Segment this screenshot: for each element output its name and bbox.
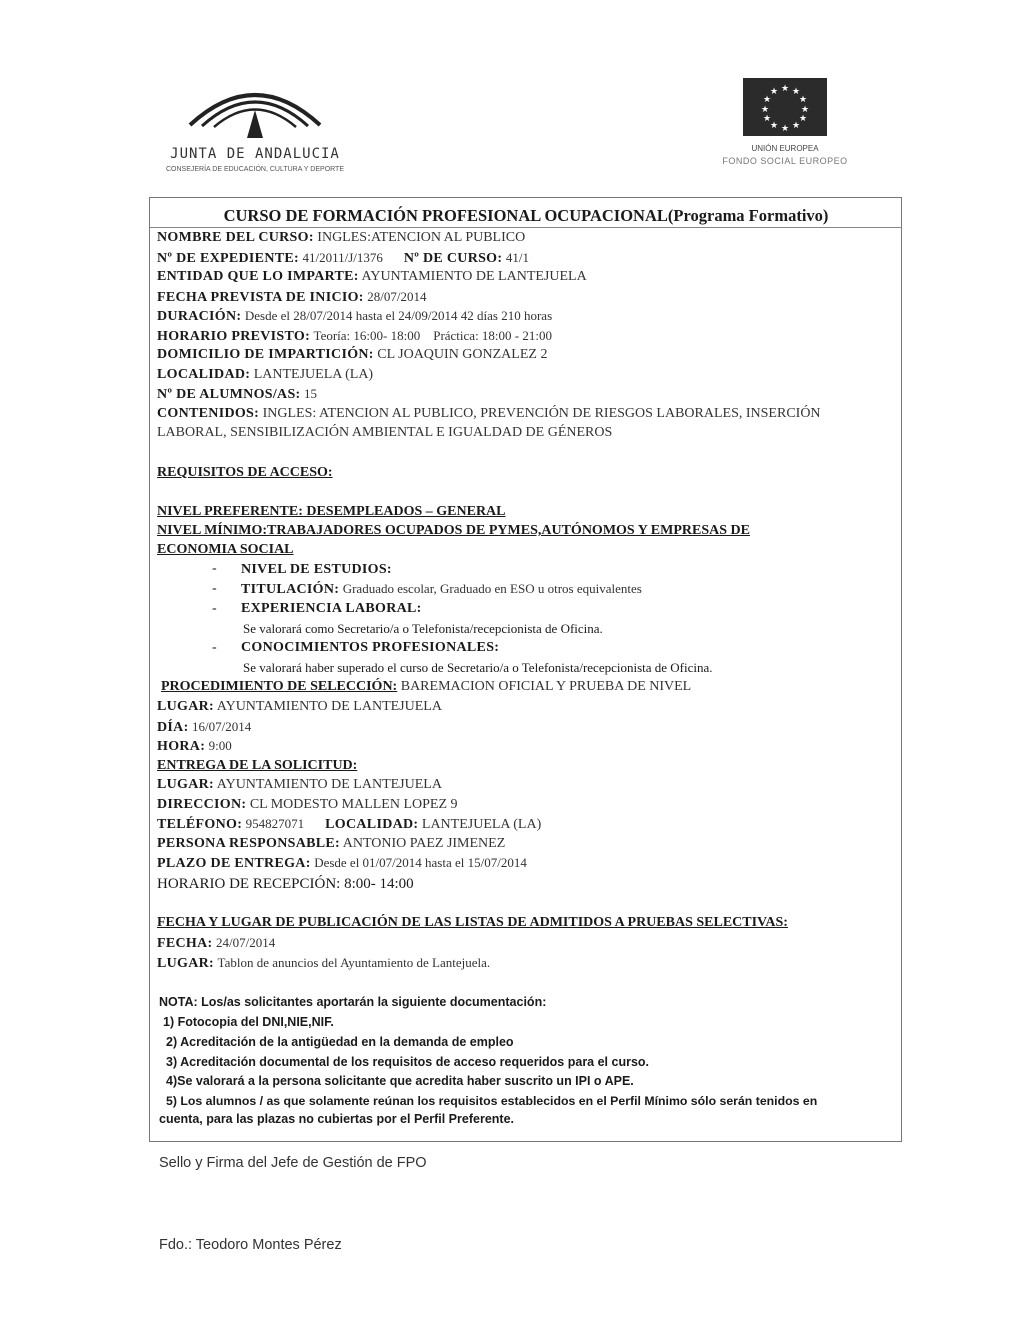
requisitos-heading: REQUISITOS DE ACCESO: bbox=[157, 465, 333, 480]
entidad-value: AYUNTAMIENTO DE LANTEJUELA bbox=[361, 269, 587, 284]
persona-value: ANTONIO PAEZ JIMENEZ bbox=[342, 836, 506, 851]
dia-value: 16/07/2014 bbox=[192, 719, 252, 734]
svg-text:★: ★ bbox=[760, 105, 770, 115]
nombre-row bbox=[157, 229, 525, 247]
expediente-label: Nº DE EXPEDIENTE: bbox=[157, 251, 299, 266]
procedimiento-row bbox=[161, 678, 691, 696]
junta-andalucia-logo bbox=[150, 70, 360, 180]
plazo-row bbox=[157, 854, 527, 873]
alumnos-row bbox=[157, 385, 317, 404]
duracion-label: DURACIÓN: bbox=[157, 309, 242, 324]
lugar-publicacion-row bbox=[157, 954, 490, 973]
lugar-value: AYUNTAMIENTO DE LANTEJUELA bbox=[216, 699, 442, 714]
duracion-row bbox=[157, 307, 552, 326]
fecha-publicacion-row bbox=[157, 934, 275, 953]
lugar-publicacion-label: LUGAR: bbox=[157, 956, 215, 971]
estudios-label: NIVEL DE ESTUDIOS: bbox=[241, 562, 392, 577]
curso-label: Nº DE CURSO: bbox=[403, 251, 503, 266]
consejeria-name: CONSEJERÍA DE EDUCACIÓN, CULTURA Y DEPORTE bbox=[165, 166, 345, 173]
dia-label: DÍA: bbox=[157, 720, 189, 735]
nota-intro: Los/as solicitantes aportarán la siguiente documentación: bbox=[201, 995, 547, 1009]
fecha-inicio-row bbox=[157, 288, 427, 307]
contenidos-row-2 bbox=[157, 424, 612, 442]
entrega-heading: ENTREGA DE LA SOLICITUD: bbox=[157, 758, 358, 773]
form-title: CURSO DE FORMACIÓN PROFESIONAL OCUPACIONAL(Programa Formativo) bbox=[150, 206, 902, 228]
junta-andalucia-name: JUNTA DE ANDALUCIA bbox=[170, 146, 340, 162]
bullet-dash: - bbox=[212, 561, 217, 576]
nivel-minimo-1: NIVEL MÍNIMO:TRABAJADORES OCUPADOS DE PYMES,AUTÓNOMOS Y EMPRESAS DE bbox=[157, 523, 750, 538]
dia-row bbox=[157, 718, 251, 737]
eu-flag-logo bbox=[743, 78, 827, 136]
svg-text:★: ★ bbox=[762, 95, 772, 105]
titulacion-label: TITULACIÓN: bbox=[241, 582, 340, 597]
domicilio-label: DOMICILIO DE IMPARTICIÓN: bbox=[157, 347, 374, 362]
svg-text:★: ★ bbox=[769, 121, 779, 131]
localidad-label: LOCALIDAD: bbox=[157, 367, 251, 382]
conocimientos-label: CONOCIMIENTOS PROFESIONALES: bbox=[241, 640, 500, 655]
telefono-label: TELÉFONO: bbox=[157, 817, 243, 832]
direccion-label: DIRECCION: bbox=[157, 797, 247, 812]
nivel-preferente: NIVEL PREFERENTE: DESEMPLEADOS – GENERAL bbox=[157, 504, 506, 519]
telefono-row bbox=[157, 815, 541, 834]
expediente-value: 41/2011/J/1376 bbox=[302, 250, 383, 265]
localidad-row bbox=[157, 366, 373, 384]
bullet-dash: - bbox=[212, 640, 217, 655]
nota-item: 1) Fotocopia del DNI,NIE,NIF. bbox=[163, 1015, 334, 1029]
persona-label: PERSONA RESPONSABLE: bbox=[157, 836, 340, 851]
hora-value: 9:00 bbox=[208, 738, 232, 753]
contenidos-label: CONTENIDOS: bbox=[157, 406, 260, 421]
plazo-label: PLAZO DE ENTREGA: bbox=[157, 856, 311, 871]
procedimiento-label: PROCEDIMIENTO DE SELECCIÓN: bbox=[161, 679, 398, 694]
contenidos-value-1: INGLES: ATENCION AL PUBLICO, PREVENCIÓN DE RIESGOS LABORALES, INSERCIÓN bbox=[262, 406, 821, 421]
direccion-row bbox=[157, 796, 458, 814]
svg-text:★: ★ bbox=[791, 121, 801, 131]
nota-row bbox=[159, 993, 546, 1011]
horario-value: Teoría: 16:00- 18:00 Práctica: 18:00 - 21:00 bbox=[313, 328, 552, 343]
nombre-value: INGLES:ATENCION AL PUBLICO bbox=[317, 230, 526, 245]
titulacion-row bbox=[241, 580, 642, 599]
nota-label: NOTA: bbox=[159, 995, 198, 1009]
lugar-label: LUGAR: bbox=[157, 699, 215, 714]
horario-recepcion: HORARIO DE RECEPCIÓN: 8:00- 14:00 bbox=[157, 876, 414, 892]
domicilio-row bbox=[157, 346, 547, 364]
fecha-inicio-value: 28/07/2014 bbox=[367, 289, 427, 304]
lugar-entrega-label: LUGAR: bbox=[157, 777, 215, 792]
alumnos-value: 15 bbox=[304, 386, 318, 401]
svg-text:★: ★ bbox=[780, 84, 790, 94]
fecha-publicacion-label: FECHA: bbox=[157, 936, 213, 951]
lugar-entrega-row bbox=[157, 776, 442, 794]
nota-item: 4)Se valorará a la persona solicitante que acredita haber suscrito un IPI o APE. bbox=[166, 1074, 634, 1088]
nombre-label: NOMBRE DEL CURSO: bbox=[157, 230, 314, 245]
entidad-label: ENTIDAD QUE LO IMPARTE: bbox=[157, 269, 359, 284]
lugar-entrega-value: AYUNTAMIENTO DE LANTEJUELA bbox=[216, 777, 442, 792]
entidad-row bbox=[157, 268, 587, 286]
hora-label: HORA: bbox=[157, 739, 206, 754]
svg-text:★: ★ bbox=[800, 105, 810, 115]
curso-value: 41/1 bbox=[505, 250, 529, 265]
contenidos-value-2: LABORAL, SENSIBILIZACIÓN AMBIENTAL E IGUALDAD DE GÉNEROS bbox=[157, 425, 613, 440]
localidad-entrega-label: LOCALIDAD: bbox=[325, 817, 419, 832]
horario-row bbox=[157, 327, 552, 346]
union-europea-label: UNIÓN EUROPEA bbox=[751, 144, 819, 153]
bullet-dash: - bbox=[212, 601, 217, 616]
svg-text:★: ★ bbox=[780, 124, 790, 134]
nota-item: cuenta, para las plazas no cubiertas por el Perfil Preferente. bbox=[159, 1112, 514, 1126]
hora-row bbox=[157, 737, 232, 756]
horario-label: HORARIO PREVISTO: bbox=[157, 329, 311, 344]
fondo-social-label: FONDO SOCIAL EUROPEO bbox=[722, 156, 848, 166]
nota-item: 2) Acreditación de la antigüedad en la demanda de empleo bbox=[166, 1035, 514, 1049]
direccion-value: CL MODESTO MALLEN LOPEZ 9 bbox=[249, 797, 458, 812]
svg-text:★: ★ bbox=[798, 95, 808, 105]
svg-text:★: ★ bbox=[791, 87, 801, 97]
nota-item: 5) Los alumnos / as que solamente reúnan los requisitos establecidos en el Perfil Mínimo sólo serán tenidos en bbox=[166, 1094, 818, 1108]
experiencia-label: EXPERIENCIA LABORAL: bbox=[241, 601, 422, 616]
plazo-value: Desde el 01/07/2014 hasta el 15/07/2014 bbox=[314, 855, 527, 870]
nota-item: 3) Acreditación documental de los requisitos de acceso requeridos para el curso. bbox=[166, 1055, 650, 1069]
bullet-dash: - bbox=[212, 581, 217, 596]
persona-row bbox=[157, 835, 505, 853]
expediente-row bbox=[157, 249, 529, 268]
lugar-publicacion-value: Tablon de anuncios del Ayuntamiento de Lantejuela. bbox=[217, 955, 491, 970]
svg-text:★: ★ bbox=[798, 114, 808, 124]
duracion-value: Desde el 28/07/2014 hasta el 24/09/2014 42 días 210 horas bbox=[244, 308, 553, 323]
titulacion-value: Graduado escolar, Graduado en ESO u otros equivalentes bbox=[342, 581, 642, 596]
publicacion-heading: FECHA Y LUGAR DE PUBLICACIÓN DE LAS LISTAS DE ADMITIDOS A PRUEBAS SELECTIVAS: bbox=[157, 915, 788, 930]
procedimiento-value: BAREMACION OFICIAL Y PRUEBA DE NIVEL bbox=[400, 679, 692, 694]
domicilio-value: CL JOAQUIN GONZALEZ 2 bbox=[377, 347, 548, 362]
svg-text:★: ★ bbox=[762, 114, 772, 124]
lugar-seleccion-row bbox=[157, 698, 442, 716]
telefono-value: 954827071 bbox=[245, 816, 305, 831]
sello-firma-label: Sello y Firma del Jefe de Gestión de FPO bbox=[159, 1155, 427, 1171]
conocimientos-value: Se valorará haber superado el curso de Secretario/a o Telefonista/recepcionista de Oficina. bbox=[243, 660, 713, 675]
localidad-entrega-value: LANTEJUELA (LA) bbox=[421, 817, 542, 832]
contenidos-row bbox=[157, 405, 821, 423]
fecha-inicio-label: FECHA PREVISTA DE INICIO: bbox=[157, 290, 364, 305]
experiencia-value: Se valorará como Secretario/a o Telefonista/recepcionista de Oficina. bbox=[243, 621, 603, 636]
svg-text:★: ★ bbox=[769, 87, 779, 97]
localidad-value: LANTEJUELA (LA) bbox=[253, 367, 374, 382]
fecha-publicacion-value: 24/07/2014 bbox=[215, 935, 276, 950]
firmado-por: Fdo.: Teodoro Montes Pérez bbox=[159, 1237, 342, 1253]
nivel-minimo-2: ECONOMIA SOCIAL bbox=[157, 542, 294, 557]
alumnos-label: Nº DE ALUMNOS/AS: bbox=[157, 387, 301, 402]
